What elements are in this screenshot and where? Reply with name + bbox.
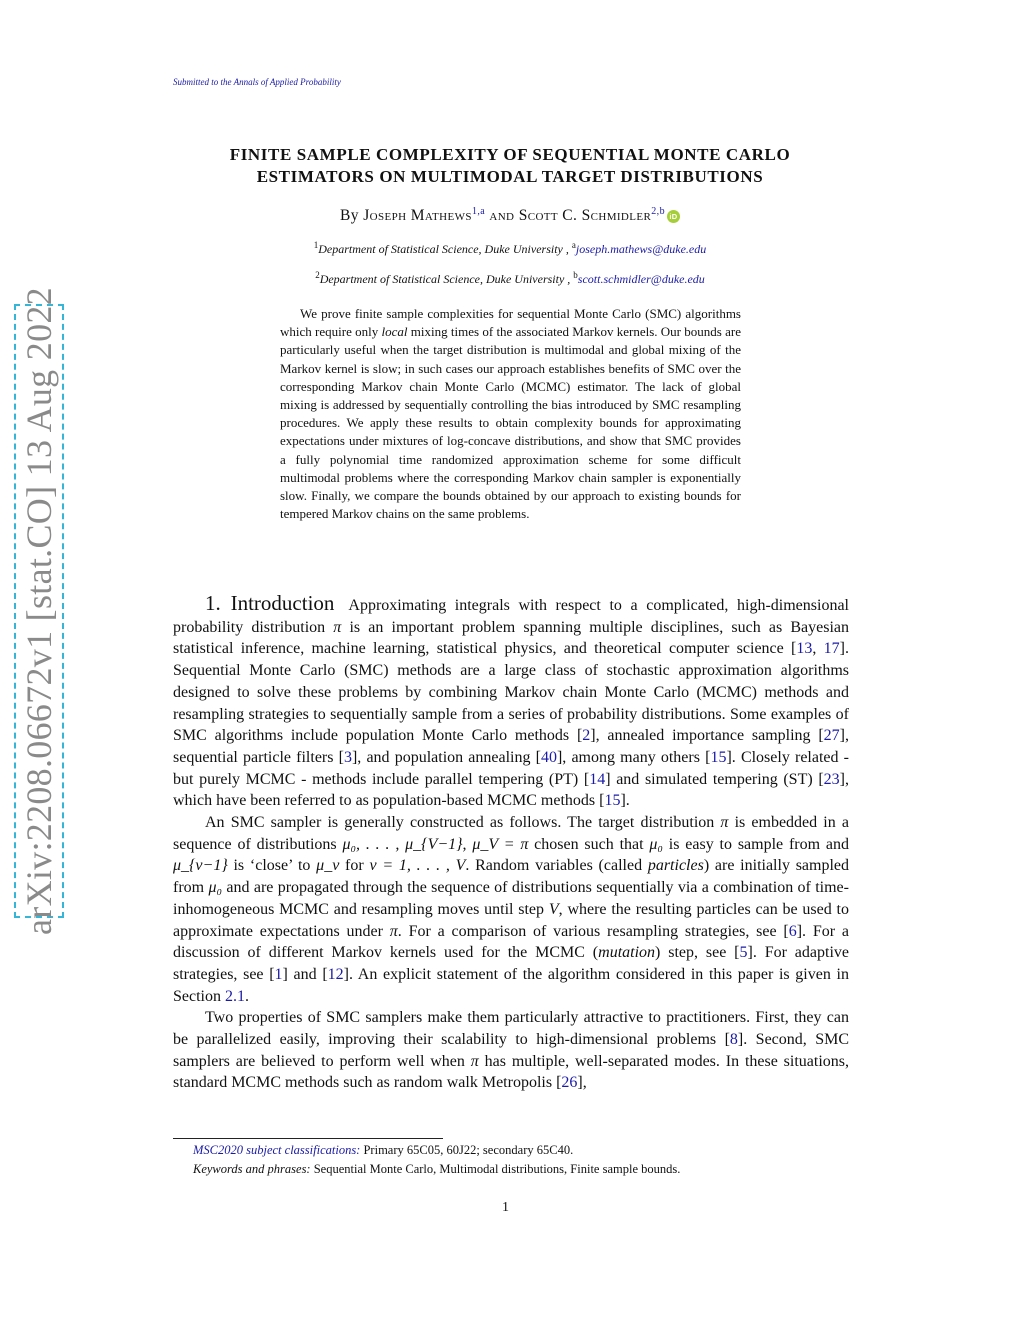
section-heading: 1. Introduction: [205, 591, 335, 615]
section-link[interactable]: 2.1: [225, 987, 245, 1005]
citation[interactable]: 27: [823, 727, 840, 745]
orcid-icon[interactable]: iD: [667, 210, 680, 223]
affiliation-2-num: 2: [315, 270, 320, 280]
citation[interactable]: 14: [589, 770, 606, 788]
citation[interactable]: 12: [327, 965, 344, 983]
intro-paragraph-3: Two properties of SMC samplers make them particularly attractive to practitioners. First, they can be parallelized easily, improving their scalability to high-dimensional problems [8]. Second, SMC samplers are believed to perform well when π has multiple, well-separated modes. In these situations, standard MCMC methods such as random walk Metropolis [26],: [173, 1009, 850, 1092]
citation[interactable]: 2: [582, 727, 591, 745]
footnote-msc: MSC2020 subject classifications: Primary 65C05, 60J22; secondary 65C40.: [193, 1143, 574, 1157]
affiliation-1-email-sup: a: [571, 240, 576, 250]
affiliation-2-email-sup: b: [573, 270, 578, 280]
affiliation-1-num: 1: [313, 240, 319, 250]
affiliation-2: [150, 270, 870, 287]
intro-paragraph-2: An SMC sampler is generally constructed as follows. The target distribution π is embedded in a sequence of distributions μ₀, . . . , μ_{V−1}, μ_V = π chosen such that μ₀ is easy to sample from and μ_{v−1} is ‘close’ to μ_v for v = 1, . . . , V. Random variables (called particles) are initially sampled from μ₀ and are propagated through the sequence of distributions sequentially via a combination of time-inhomogeneous MCMC and resampling moves until step V, where the resulting particles can be used to approximate expectations under π. For a comparison of various resampling strategies, see [6]. For a discussion of different Markov kernels used for the MCMC (mutation) step, see [5]. For adaptive strategies, see [1] and [12]. An explicit statement of the algorithm considered in this paper is given in Section 2.1.: [173, 814, 850, 1005]
paper-title: [150, 144, 870, 188]
and-label: and: [489, 207, 515, 225]
citation[interactable]: 40: [540, 748, 557, 766]
arxiv-identifier: arXiv:2208.06672v1 [stat.CO] 13 Aug 2022: [19, 287, 59, 935]
author-1: Joseph Mathews: [363, 207, 472, 225]
affiliation-1-text: Department of Statistical Science, Duke University ,: [318, 242, 572, 256]
author-line: [150, 206, 870, 225]
citation[interactable]: 1: [274, 965, 283, 983]
journal-note[interactable]: Submitted to the Annals of Applied Probability: [173, 77, 341, 87]
page-number: 1: [502, 1200, 509, 1215]
title-line-2: ESTIMATORS ON MULTIMODAL TARGET DISTRIBUTIONS: [256, 167, 764, 186]
citation[interactable]: 26: [561, 1074, 578, 1092]
affiliation-2-text: Department of Statistical Science, Duke University ,: [319, 272, 574, 286]
email-link-2[interactable]: scott.schmidler@duke.edu: [577, 272, 705, 286]
email-link-1[interactable]: joseph.mathews@duke.edu: [575, 242, 707, 256]
citation[interactable]: 5: [739, 944, 748, 962]
author-2: Scott C. Schmidler: [518, 207, 652, 225]
title-line-1: FINITE SAMPLE COMPLEXITY OF SEQUENTIAL MONTE CARLO: [229, 145, 791, 164]
citation[interactable]: 6: [788, 922, 797, 940]
citation[interactable]: 3: [343, 748, 352, 766]
footnote-keywords: Keywords and phrases: Sequential Monte Carlo, Multimodal distributions, Finite sample bounds.: [193, 1162, 681, 1176]
msc-link[interactable]: MSC2020 subject classifications:: [193, 1143, 361, 1157]
footnote-rule: [173, 1138, 443, 1139]
affiliation-1: [150, 240, 870, 257]
by-label: By: [340, 207, 359, 225]
body-text: [173, 593, 849, 1094]
author-2-sup[interactable]: 2,b: [651, 206, 665, 217]
abstract: We prove finite sample complexities for sequential Monte Carlo (SMC) algorithms which require only local mixing times of the associated Markov kernels. Our bounds are particularly useful when the target distribution is multimodal and global mixing of the Markov kernel is slow; in such cases our approach establishes benefits of SMC over the corresponding Markov chain Monte Carlo (MCMC) estimator. The lack of global mixing is addressed by sequentially controlling the bias introduced by SMC resampling procedures. We apply these results to obtain complexity bounds for approximating expectations under mixtures of log-concave distributions, and show that SMC provides a fully polynomial time randomized approximation scheme for some difficult multimodal problems where the corresponding Markov chain sampler is exponentially slow. Finally, we compare the bounds obtained by our approach to existing bounds for tempered Markov chains on the same problems.: [280, 306, 741, 522]
author-1-sup[interactable]: 1,a: [471, 206, 486, 217]
intro-paragraph-1: 1. Introduction Approximating integrals with respect to a complicated, high-dimensional probability distribution π is an important problem spanning multiple disciplines, such as Bayesian statistical inference, machine learning, statistical physics, and theoretical computer science [13, 17]. Sequential Monte Carlo (SMC) methods are a large class of stochastic approximation algorithms designed to solve these problems by combining Markov chain Monte Carlo (MCMC) methods and resampling strategies to sequentially sample from a series of probability distributions. Some examples of SMC algorithms include population Monte Carlo methods [2], annealed importance sampling [27], sequential particle filters [3], and population annealing [40], among many others [15]. Closely related - but purely MCMC - methods include parallel tempering (PT) [14] and simulated tempering (ST) [23], which have been referred to as population-based MCMC methods [15].: [173, 591, 850, 810]
citation[interactable]: 13: [796, 640, 813, 658]
citation[interactable]: 23: [823, 770, 840, 788]
citation[interactable]: 15: [710, 748, 727, 766]
emphasis-local: local: [381, 324, 408, 340]
citation[interactable]: 15: [604, 792, 621, 810]
citation[interactable]: 17: [823, 640, 840, 658]
citation[interactable]: 8: [729, 1031, 738, 1049]
